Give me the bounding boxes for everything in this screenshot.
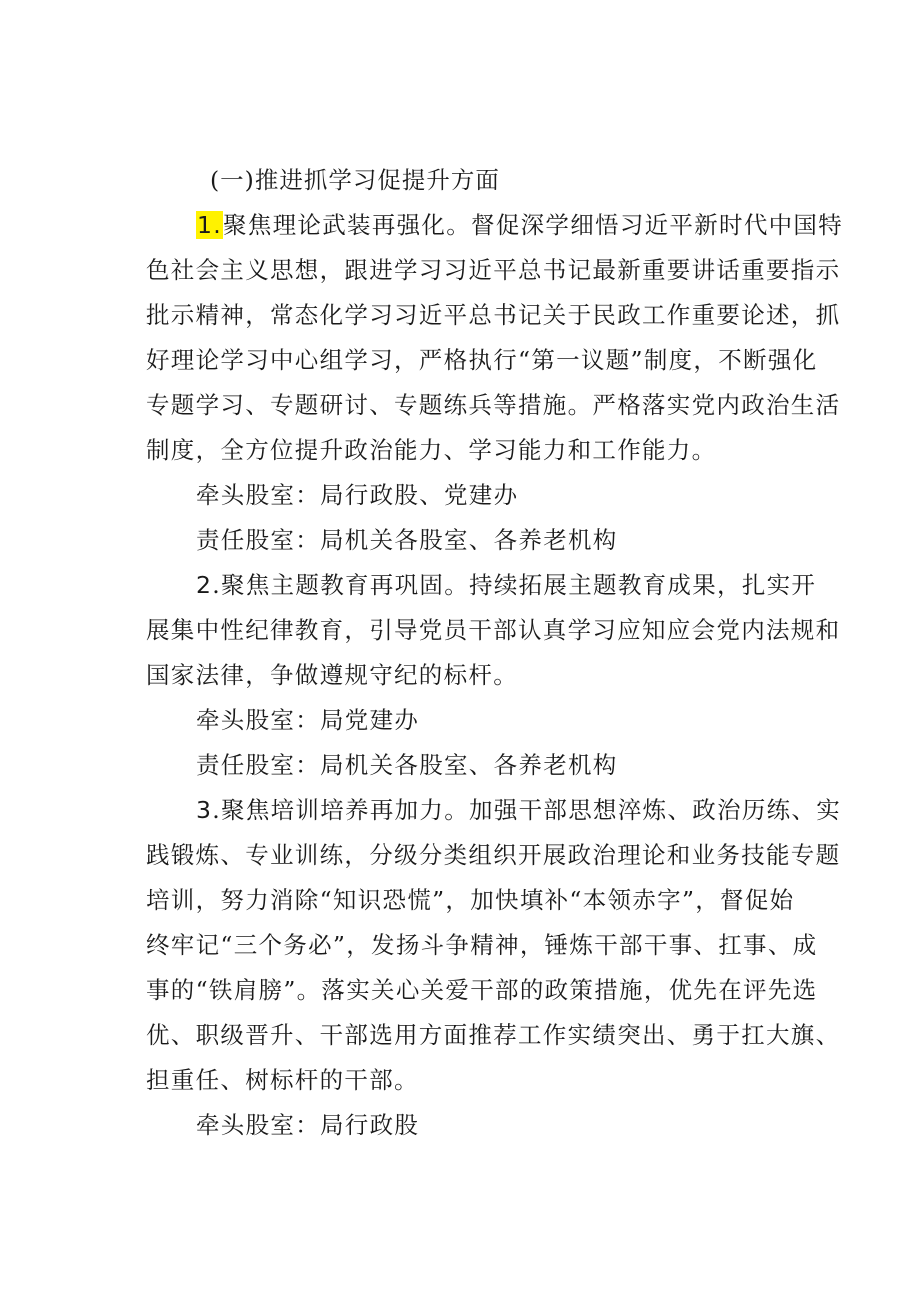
item3-line-6: 优、职级晋升、干部选用方面推荐工作实绩突出、勇于扛大旗、 [146,1021,841,1049]
item3-line-1-text: .聚焦培训培养再加力。加强干部思想淬炼、政治历练、实 [212,796,842,824]
item3-line-3: 培训，努力消除“知识恐慌”，加快填补“本领赤字”，督促始 [146,886,795,914]
item2-responsible-department: 责任股室：局机关各股室、各养老机构 [196,751,618,779]
item1-lead-department: 牵头股室：局行政股、党建办 [196,481,519,509]
item3-line-4: 终牢记“三个务必”，发扬斗争精神，锤炼干部干事、扛事、成 [146,931,818,959]
item3-line-2: 践锻炼、专业训练，分级分类组织开展政治理论和业务技能专题 [146,841,841,869]
item3-line-7: 担重任、树标杆的干部。 [146,1066,419,1094]
item2-line-3: 国家法律，争做遵规守纪的标杆。 [146,661,518,689]
item1-line-1-text: 聚焦理论武装再强化。督促深学细悟习近平新时代中国特 [223,211,844,239]
item1-line-4: 好理论学习中心组学习，严格执行“第一议题”制度，不断强化 [146,346,818,374]
item2-line-2: 展集中性纪律教育，引导党员干部认真学习应知应会党内法规和 [146,616,841,644]
item1-responsible-department: 责任股室：局机关各股室、各养老机构 [196,526,618,554]
item2-lead-department: 牵头股室：局党建办 [196,706,420,734]
item1-line-1 [196,205,856,245]
item2-line-1-text: .聚焦主题教育再巩固。持续拓展主题教育成果，扎实开 [212,571,817,599]
item3-number: 3 [196,796,213,824]
section-heading: (一)推进抓学习促提升方面 [210,166,500,194]
item1-number-highlight: 1. [197,211,223,239]
item2-line-1 [196,565,856,605]
item2-number: 2 [196,571,213,599]
item1-line-3: 批示精神，常态化学习习近平总书记关于民政工作重要论述，抓 [146,301,841,329]
item3-line-5: 事的“铁肩膀”。落实关心关爱干部的政策措施，优先在评先选 [146,976,818,1004]
item3-lead-department: 牵头股室：局行政股 [196,1111,420,1139]
item1-line-5: 专题学习、专题研讨、专题练兵等措施。严格落实党内政治生活 [146,391,841,419]
item1-line-2: 色社会主义思想，跟进学习习近平总书记最新重要讲话重要指示 [146,256,841,284]
item1-line-6: 制度，全方位提升政治能力、学习能力和工作能力。 [146,436,717,464]
item3-line-1 [196,790,856,830]
